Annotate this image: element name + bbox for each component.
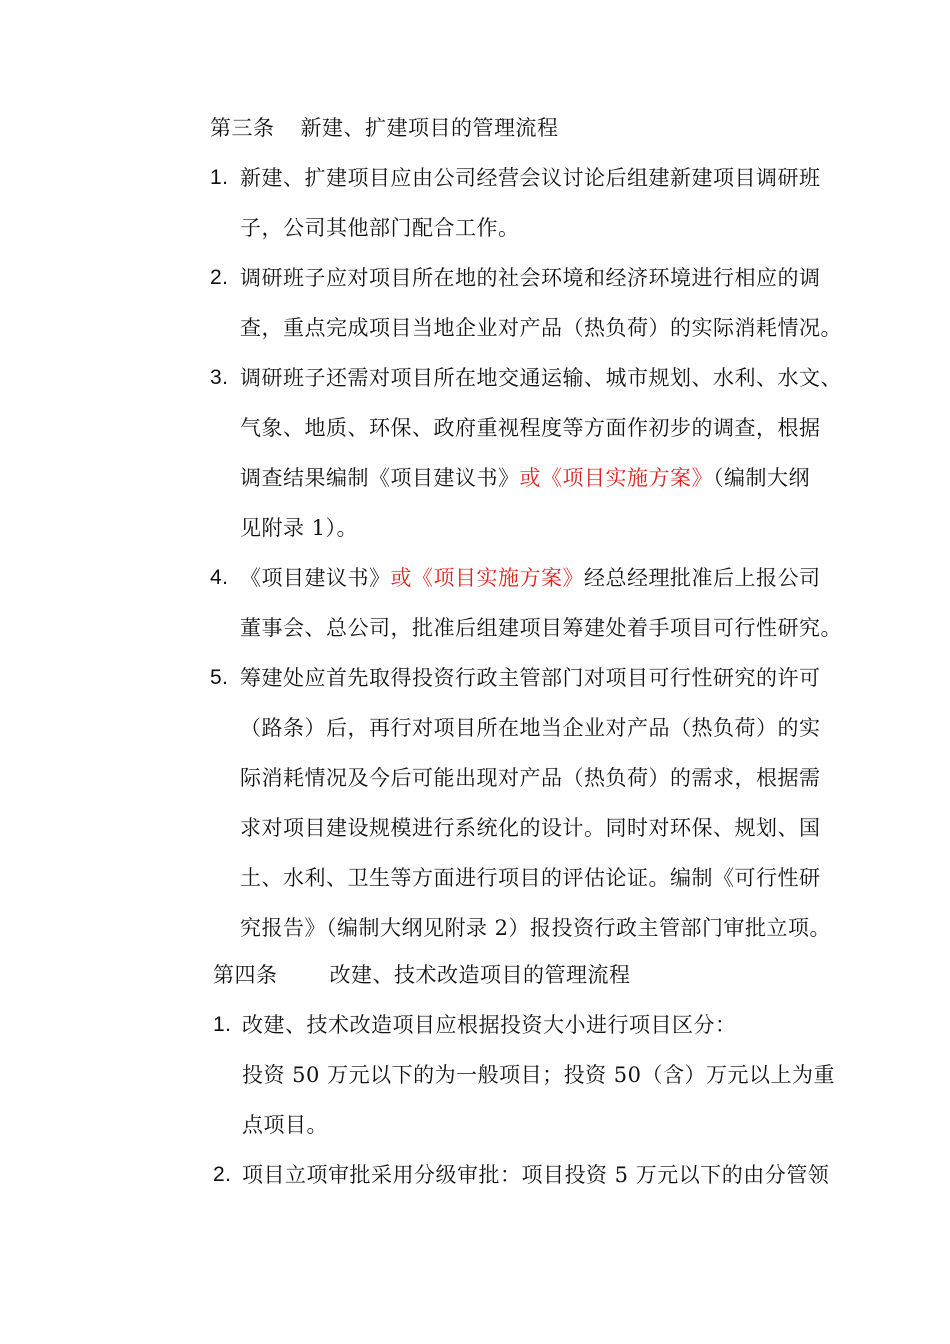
section-3-item-3-line-3-text: 调查结果编制《项目建议书》 xyxy=(240,466,520,490)
section-3-item-5-line-4: 求对项目建设规模进行系统化的设计。同时对环保、规划、国 xyxy=(240,816,821,840)
section-3-item-4-number: 4. xyxy=(210,566,229,589)
section-3-item-4-line-2: 董事会、总公司，批准后组建项目筹建处着手项目可行性研究。 xyxy=(240,616,842,640)
section-3-heading xyxy=(210,114,559,142)
section-3-item-3-line-4: 见附录 1）。 xyxy=(240,516,359,540)
section-3-item-1-line-2: 子，公司其他部门配合工作。 xyxy=(240,216,520,240)
section-4-item-1-line-2: 投资 50 万元以下的为一般项目；投资 50（含）万元以上为重 xyxy=(242,1063,835,1087)
section-3-item-5-line-1: 筹建处应首先取得投资行政主管部门对项目可行性研究的许可 xyxy=(240,666,821,690)
section-3-item-3-line-1: 调研班子还需对项目所在地交通运输、城市规划、水利、水文、 xyxy=(240,366,842,390)
section-4-item-1-line-3: 点项目。 xyxy=(242,1113,328,1137)
section-3-item-3-line-3-tail: （编制大纲 xyxy=(713,466,810,490)
section-3-item-4-line-1-text: 《项目建议书》 xyxy=(240,566,391,590)
section-4-item-1-line-1: 改建、技术改造项目应根据投资大小进行项目区分： xyxy=(242,1013,737,1037)
section-3-item-4-line-1-tail: 经总经理批准后上报公司 xyxy=(584,566,821,590)
section-3-item-2-number: 2. xyxy=(210,266,229,289)
section-3-item-5-line-6: 究报告》（编制大纲见附录 2）报投资行政主管部门审批立项。 xyxy=(240,916,832,940)
section-4-heading-number: 第四条 xyxy=(213,963,278,987)
section-3-item-3-line-2: 气象、地质、环保、政府重视程度等方面作初步的调查，根据 xyxy=(240,416,821,440)
section-3-item-1-number: 1. xyxy=(210,166,229,189)
section-3-item-1-line-1: 新建、扩建项目应由公司经营会议讨论后组建新建项目调研班 xyxy=(240,166,821,190)
section-4-item-2-line-1: 项目立项审批采用分级审批：项目投资 5 万元以下的由分管领 xyxy=(242,1163,830,1187)
section-3-item-4-line-1 xyxy=(240,564,821,592)
section-4-heading xyxy=(213,961,631,989)
section-3-heading-number: 第三条 xyxy=(210,116,275,140)
section-3-item-5-line-5: 土、水利、卫生等方面进行项目的评估论证。编制《可行性研 xyxy=(240,866,821,890)
section-4-item-1-number: 1. xyxy=(213,1013,232,1036)
section-4-heading-title: 改建、技术改造项目的管理流程 xyxy=(329,963,631,987)
section-3-item-4-highlight: 或《项目实施方案》 xyxy=(390,566,584,590)
section-3-item-2-line-2: 查，重点完成项目当地企业对产品（热负荷）的实际消耗情况。 xyxy=(240,316,842,340)
section-3-item-5-line-3: 际消耗情况及今后可能出现对产品（热负荷）的需求，根据需 xyxy=(240,766,821,790)
section-4-item-2-number: 2. xyxy=(213,1163,232,1186)
section-3-item-5-number: 5. xyxy=(210,666,229,689)
section-3-heading-title: 新建、扩建项目的管理流程 xyxy=(300,116,559,140)
section-3-item-3-line-3 xyxy=(240,464,810,492)
section-3-item-2-line-1: 调研班子应对项目所在地的社会环境和经济环境进行相应的调 xyxy=(240,266,821,290)
section-3-item-3-highlight: 或《项目实施方案》 xyxy=(519,466,713,490)
section-3-item-5-line-2: （路条）后，再行对项目所在地当企业对产品（热负荷）的实 xyxy=(240,716,821,740)
section-3-item-3-number: 3. xyxy=(210,366,229,389)
